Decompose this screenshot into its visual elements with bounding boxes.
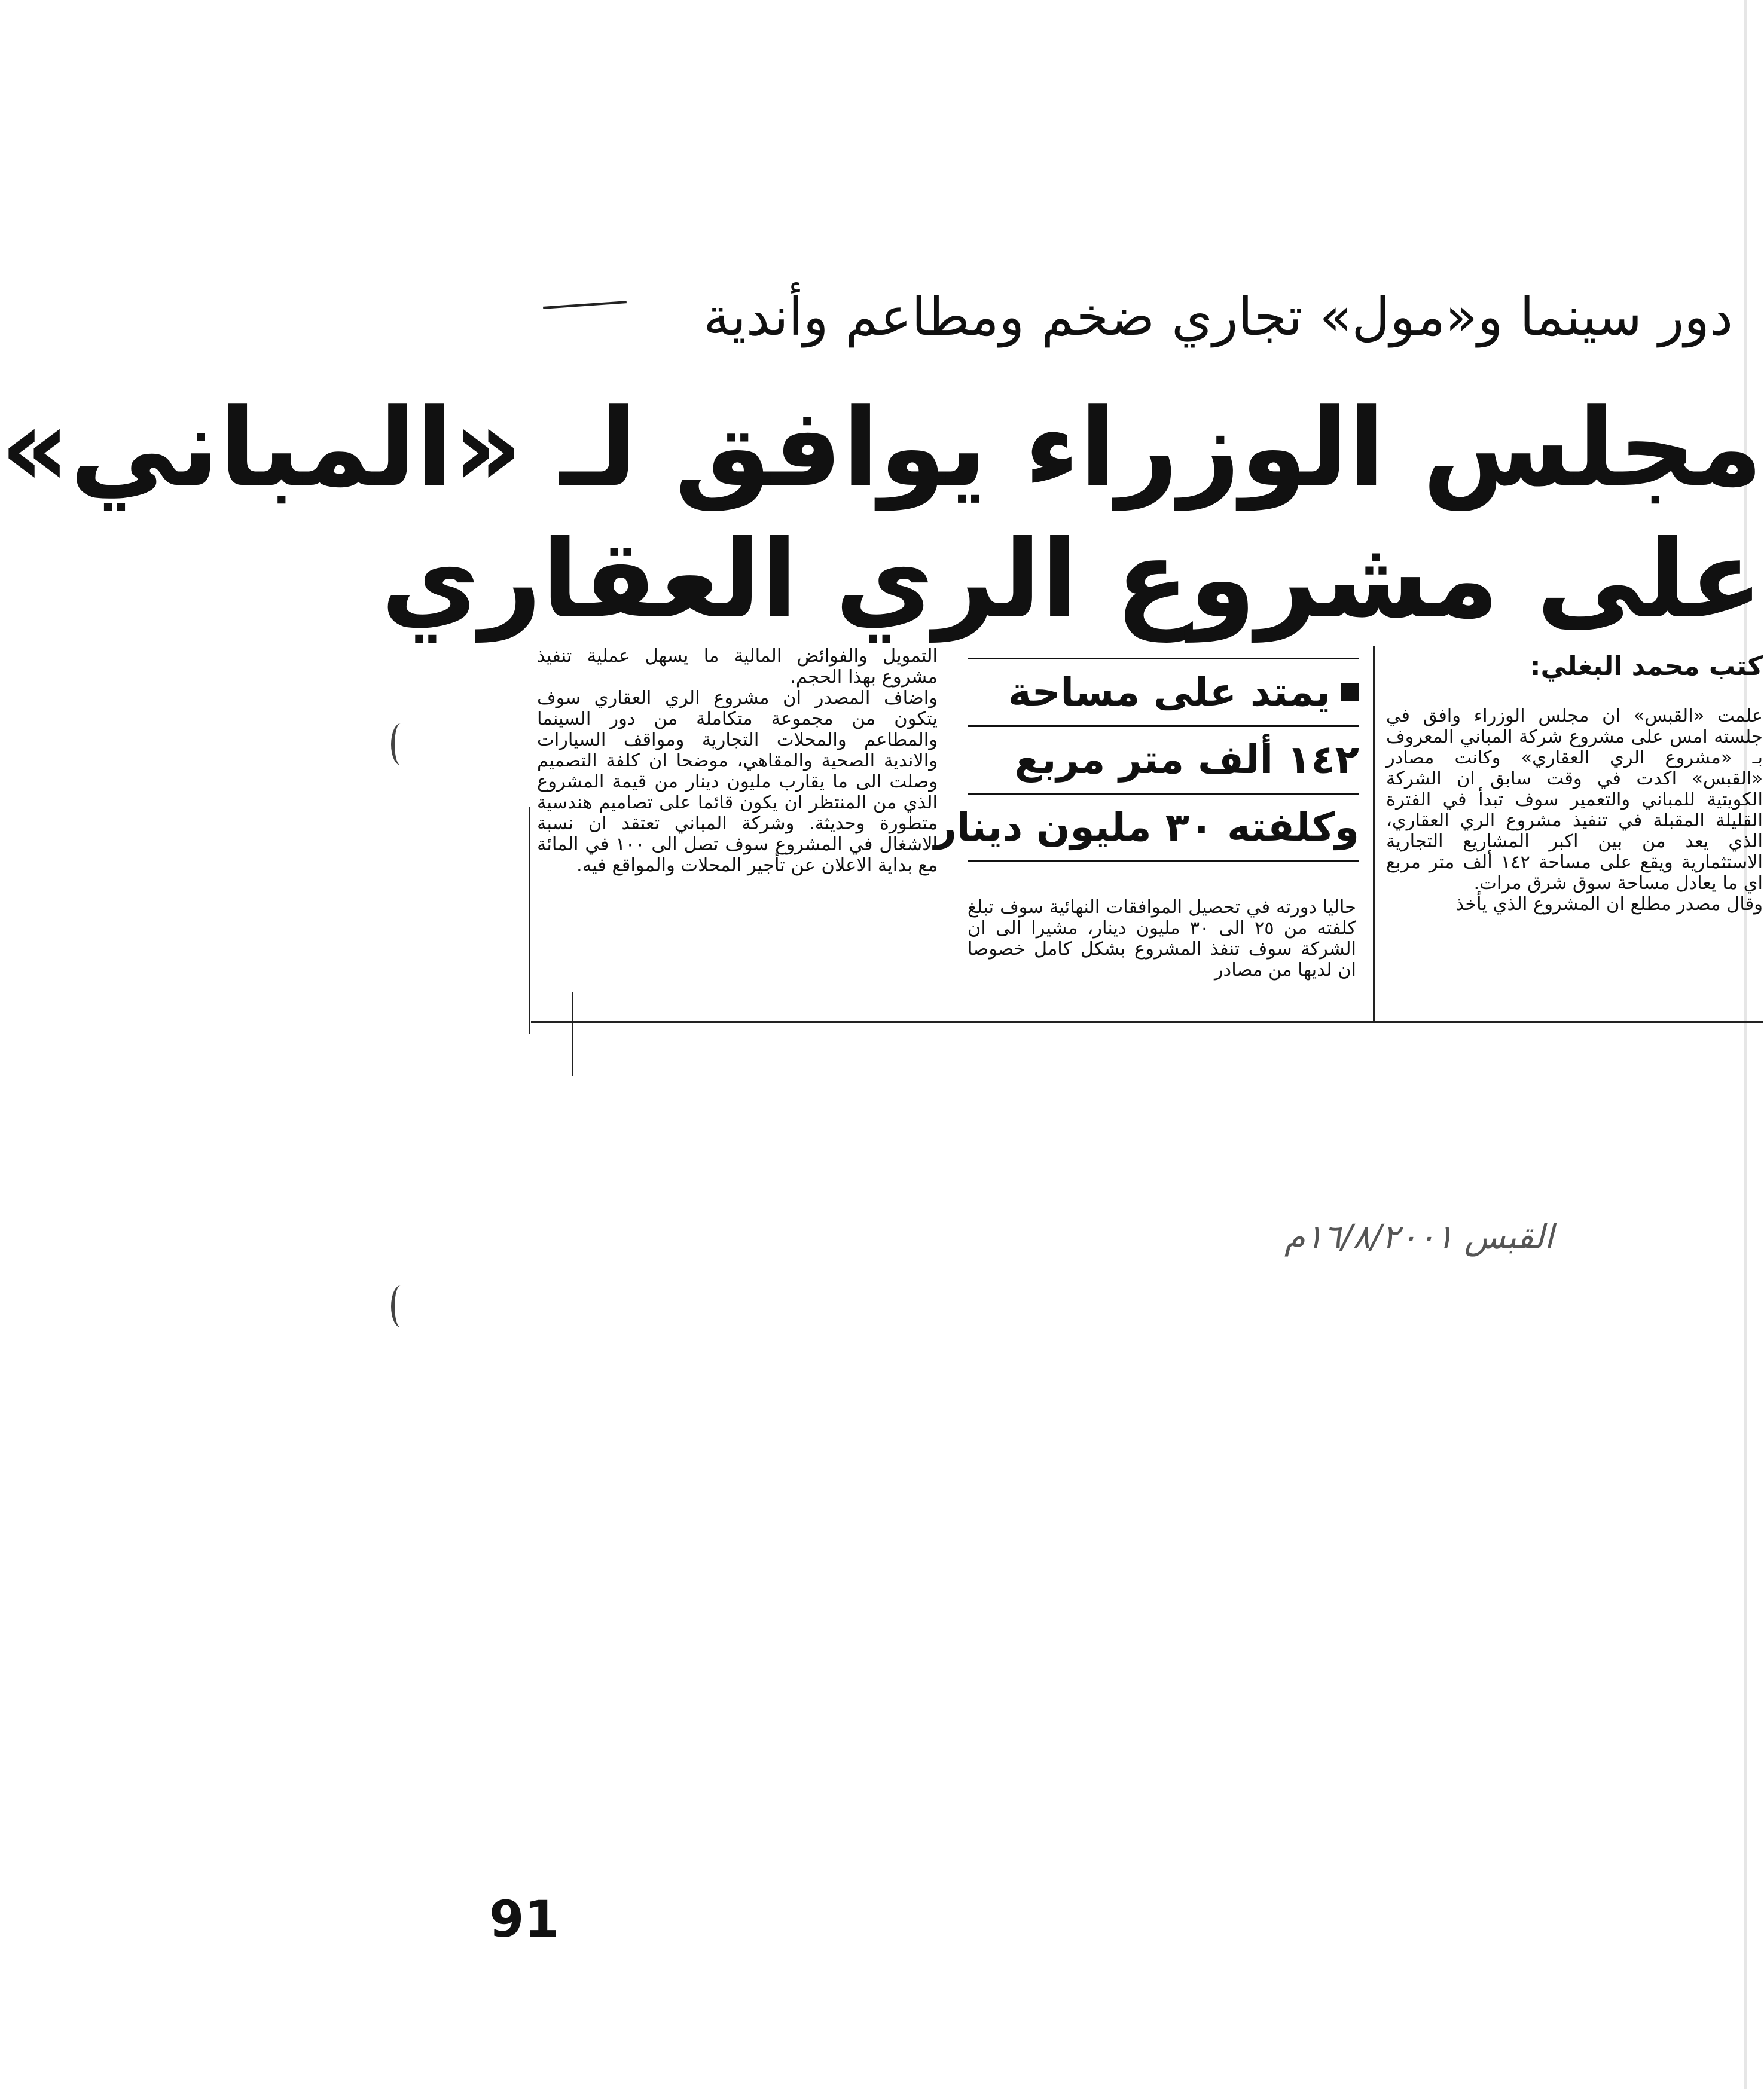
pullquote-line-2: ١٤٢ ألف متر مربع	[1014, 737, 1359, 783]
pullquote-line-3: وكلفته ٣٠ مليون دينار	[933, 804, 1359, 850]
pullquote	[933, 658, 1359, 862]
article-column-right	[1386, 706, 1763, 1004]
column-rule	[529, 807, 530, 1034]
punch-hole	[391, 723, 410, 765]
punch-hole	[391, 1285, 410, 1327]
paragraph: علمت «القبس» ان مجلس الوزراء وافق في جلسته امس على مشروع شركة المباني المعروف بـ «مشروع الري العقاري» وكانت مصادر «القبس» اكدت في وقت سابق ان الشركة الكويتية للمباني والتعمير سوف تبدأ في الفترة القليلة المقبلة في تنفيذ مشروع الري العقاري، الذي يعد من بين اكبر المشاريع التجارية الاستثمارية ويقع على مساحة ١٤٢ ألف متر مربع اي ما يعادل مساحة سوق شرق مرات.	[1386, 706, 1763, 894]
bottom-rule	[531, 1021, 1763, 1023]
kicker-dash	[543, 301, 627, 309]
kicker: دور سينما و«مول» تجاري ضخم ومطاعم وأندية	[703, 286, 1733, 347]
byline: كتب محمد البغلي:	[1530, 651, 1763, 682]
pullquote-rule	[968, 860, 1359, 862]
paragraph: التمويل والفوائض المالية ما يسهل عملية تنفيذ مشروع بهذا الحجم.	[537, 646, 938, 688]
scan-edge	[1744, 0, 1747, 2089]
pullquote-line-1: يمتد على مساحة	[968, 659, 1359, 725]
article-column-middle	[968, 897, 1356, 1016]
paragraph: وقال مصدر مطلع ان المشروع الذي يأخذ	[1455, 894, 1763, 915]
article-column-left	[537, 646, 938, 1004]
paragraph: حاليا دورته في تحصيل الموافقات النهائية سوف تبلغ كلفته من ٢٥ الى ٣٠ مليون دينار، مشيرا الى ان الشركة سوف تنفذ المشروع بشكل كامل خصوصا ان لديها من مصادر	[968, 897, 1356, 981]
bullet-square-icon	[1341, 683, 1359, 701]
column-rule	[572, 992, 573, 1076]
column-rule	[1373, 646, 1375, 1022]
paragraph: واضاف المصدر ان مشروع الري العقاري سوف يتكون من مجموعة متكاملة من دور السينما والمطاعم والمحلات التجارية ومواقف السيارات والاندية الصحية والمقاهي، موضحا ان كلفة التصميم وصلت الى ما يقارب مليون دينار من قيمة المشروع الذي من المنتظر ان يكون قائما على تصاميم هندسية متطورة وحديثة. وشركة المباني تعتقد ان نسبة الاشغال في المشروع سوف تصل الى ١٠٠ في المائة مع بداية الاعلان عن تأجير المحلات والمواقع فيه.	[537, 688, 938, 876]
headline-line-1: مجلس الوزراء يوافق لـ «المباني»	[0, 386, 1763, 511]
date-stamp: القبس ١٦/٨/٢٠٠١م	[1284, 1218, 1554, 1257]
page-number: 91	[489, 1890, 559, 1948]
headline-line-2: على مشروع الري العقاري	[381, 517, 1763, 642]
